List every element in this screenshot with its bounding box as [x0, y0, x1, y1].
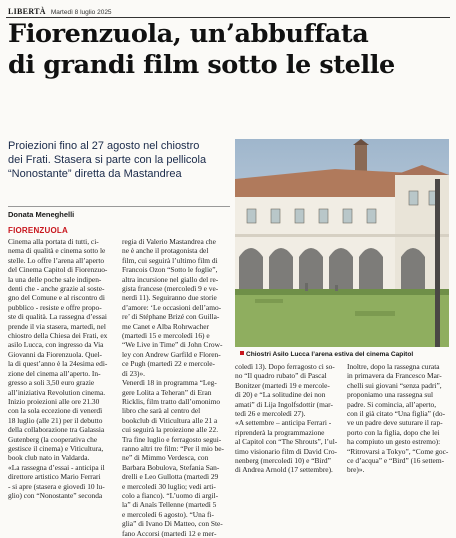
body-line: gista francese (mercoledì 9 e ve-: [122, 284, 219, 294]
body-line: prende il via stasera, martedì, nel: [8, 321, 106, 331]
newspaper-brand: LIBERTÀ: [8, 7, 46, 16]
body-line: ce d’acqua” e “Bird” (16 settem-: [347, 456, 445, 466]
body-line: padre. Si comincia, all’aperto,: [347, 399, 437, 409]
body-line: re’ di Stéphane Brizé con Guilla-: [122, 312, 220, 322]
subhead-line: Proiezioni fino al 27 agosto nel chiostro: [8, 140, 200, 152]
body-line: dì 23)».: [122, 368, 145, 378]
subhead-line: “Nonostante” diretta da Mastandrea: [8, 168, 182, 180]
body-line: nerdì 11). Seguiranno due storie: [122, 293, 217, 303]
body-line: - si apre (stasera e giovedì 10 lu-: [8, 481, 105, 491]
body-line: Francois Ozon “Sotto le foglie”,: [122, 265, 218, 275]
body-line: Giovanni da Fiorenzuola. Quel-: [8, 349, 102, 359]
article-subhead: [8, 139, 230, 181]
body-line: glia” di Ivano Di Matteo, con Ste-: [122, 519, 223, 529]
body-line: «A settembre – anticipa Ferrari -: [235, 418, 332, 428]
body-column-2: [122, 237, 232, 538]
article-headline: [8, 19, 452, 81]
body-line: Inoltre, dopo la rassegna curata: [347, 362, 440, 371]
byline: Donata Meneghelli: [8, 206, 230, 219]
top-rule: [6, 17, 450, 18]
body-line: pubblico - resiste e offre propo-: [8, 302, 102, 312]
body-line: regia di Valerio Mastandrea che: [122, 237, 216, 246]
body-line: denti che - anche grazie al soste-: [8, 284, 105, 294]
dateline-place: FIORENZUOLA: [8, 226, 68, 235]
body-line: drelli e Leo Gullotta (martedì 29: [122, 472, 219, 482]
body-line: “Ritrovarsi a Tokyo”, “Come goc-: [347, 446, 449, 456]
body-line: la di quest’anno è la 24esima edi-: [8, 359, 108, 369]
body-line: gresso a soli 3,50 euro grazie: [8, 378, 95, 388]
body-line: book club nato in Valdarda.: [8, 453, 90, 463]
headline-line: Fiorenzuola, un’abbuffata: [8, 19, 369, 49]
body-line: Gutenberg (la cooperativa che: [8, 434, 98, 444]
body-line: dì 20) e “La solitudine dei non: [235, 390, 326, 400]
body-line: del Cinema Capitol di Fiorenzuo-: [8, 265, 108, 275]
body-line: e mercoledì 6 agosto). “Una fi-: [122, 509, 214, 519]
body-line: bre)».: [347, 465, 365, 475]
body-line: Ricklis, film tratto dall’omonimo: [122, 396, 221, 406]
headline-line: di grandi film sotto le stelle: [8, 50, 395, 80]
body-line: stelle. Lo offre l’arena all’aperto: [8, 255, 105, 265]
body-line: ne è anche il protagonista del: [122, 246, 209, 256]
body-line: direttore artistico Mario Ferrari: [8, 472, 101, 482]
body-line: “We Live in Time” di John Crow-: [122, 340, 223, 350]
body-line: la una delle poche sale indipen-: [8, 274, 102, 284]
body-line: glio) con “Nonostante” seconda: [8, 490, 103, 500]
body-line: ste di qualità. La rassegna d’essai: [8, 312, 107, 322]
body-line: colo a fianco). “L’uomo di argil-: [122, 490, 219, 500]
body-line: di Andrea Arnold (17 settembre).: [235, 465, 333, 475]
body-line: e mercoledì 30 luglio; vedi arti-: [122, 481, 216, 491]
body-line: Venerdì 18 in programma “Leg-: [122, 378, 217, 388]
body-line: con la sola eccezione di venerdì: [8, 406, 103, 416]
body-line: cui seguirà la proiezione alle 22.: [122, 425, 219, 435]
body-line: altra incursione nel giallo del re-: [122, 274, 219, 284]
body-line: porto con la figlia, dopo che lei: [347, 427, 440, 437]
body-line: gno del Comune e al riscontro di: [8, 293, 105, 303]
body-line: ne” di Mimmo Verdesca, con: [122, 453, 209, 463]
body-line: asilo Lucca, con ingresso da Via: [8, 340, 104, 350]
body-line: in primavera da Francesco Mar-: [347, 371, 442, 381]
body-line: gestisce il cinema) e Viticultura,: [8, 443, 104, 453]
body-column-3: [235, 362, 343, 475]
body-line: film, cui seguirà l’ultimo film di: [122, 255, 218, 265]
body-line: Cinema alla portata di tutti, ci-: [8, 237, 99, 246]
body-line: gere Lolita a Teheran” di Eran: [122, 387, 212, 397]
body-line: no “Il quadro rubato” di Pascal: [235, 371, 327, 381]
body-line: amati” di Lija Ingolfsdottir (mar-: [235, 399, 333, 409]
body-line: con il già citato “Una figlia” (do-: [347, 409, 446, 419]
body-column-1: [8, 237, 118, 500]
body-line: bookclub di Viticultura alle 21 a: [122, 415, 218, 425]
body-line: ley con Andrew Garfild e Floren-: [122, 349, 221, 359]
body-line: coledì 13). Dopo ferragosto ci so-: [235, 362, 335, 371]
body-line: Bonitzer (martedì 19 e mercole-: [235, 380, 330, 390]
body-line: nenberg (mercoledì 10) e “Bird”: [235, 456, 331, 466]
body-line: riprenderà la programmazione: [235, 427, 325, 437]
body-line: me Canet e Alba Rohrwacher: [122, 321, 210, 331]
cloister-illustration: [235, 139, 449, 347]
body-line: chiostro della Chiesa dei Frati, ex: [8, 331, 108, 341]
body-line: la” di Anaïs Tellenne (martedì 5: [122, 500, 217, 510]
body-line: tedì 26 e mercoledì 27).: [235, 409, 306, 419]
body-line: chelli sui giovani “senza padri”,: [347, 380, 442, 390]
caption-text: Chiostri Asilo Lucca l’arena estiva del cinema Capitol: [246, 351, 414, 358]
body-line: d’amore: ‘Le occasioni dell’amo-: [122, 302, 222, 312]
body-line: ce Pugh (martedì 22 e mercole-: [122, 359, 215, 369]
body-line: al Capitol con “The Shrouts”, l’ul-: [235, 437, 338, 447]
body-line: (martedì 15 e mercoledì 16) e: [122, 331, 210, 341]
body-line: «La rassegna d’essai - anticipa il: [8, 462, 105, 472]
body-line: ranno altri tre film: “Per il mio be-: [122, 443, 225, 453]
body-line: timo visionario film di David Cro-: [235, 446, 338, 456]
body-line: ha compiuto un gesto estremo):: [347, 437, 441, 447]
cloister-photo: [235, 139, 449, 347]
body-line: 18 luglio (alle 21) per il debutto: [8, 415, 103, 425]
body-line: fano Accorsi (martedì 12 e mer-: [122, 528, 217, 538]
subhead-line: dei Frati. Stasera si parte con la pellicola: [8, 154, 207, 166]
body-line: nema di qualità e cinema sotto le: [8, 246, 106, 256]
body-column-4: [347, 362, 453, 475]
body-line: libro che sarà al centro del: [122, 406, 201, 416]
body-line: proponiamo una rassegna sul: [347, 390, 433, 400]
caption-marker-icon: [240, 351, 244, 355]
body-line: all’iniziativa Revolution cinema.: [8, 387, 106, 397]
body-line: Inizio proiezioni alle ore 21.30: [8, 396, 100, 406]
body-line: Barbara Bobulova, Stefania San-: [122, 462, 220, 472]
body-line: zione del cinema all’aperto. In-: [8, 368, 101, 378]
issue-date: Martedì 8 luglio 2025: [50, 9, 112, 16]
body-line: ve un padre deve suturare il rap-: [347, 418, 443, 428]
masthead: [8, 4, 450, 16]
body-line: della collaborazione tra Galassia: [8, 425, 105, 435]
photo-caption: [240, 351, 413, 358]
body-line: Tra fine luglio e ferragosto segui-: [122, 434, 222, 444]
